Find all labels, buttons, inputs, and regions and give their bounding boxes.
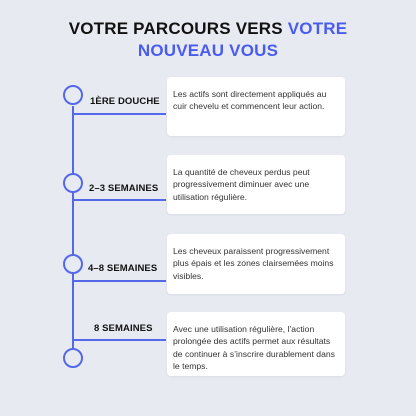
title-dark-text: VOTRE PARCOURS VERS [68, 19, 288, 38]
page-title [0, 18, 416, 62]
stage-label-1: 1ÈRE DOUCHE [90, 96, 160, 107]
stage-label-4: 8 SEMAINES [94, 323, 153, 334]
stage-card-2: La quantité de cheveux perdus peut progressivement diminuer avec une utilisation régulière. [167, 155, 345, 214]
title-line-2: NOUVEAU VOUS [137, 41, 279, 60]
timeline-connector-2 [74, 199, 166, 201]
timeline-connector-1 [74, 113, 166, 115]
stage-label-3: 4–8 SEMAINES [88, 263, 158, 274]
stage-card-1: Les actifs sont directement appliqués au cuir chevelu et commencent leur action. [167, 77, 345, 136]
title-line-1 [0, 18, 416, 40]
timeline-node-1 [63, 85, 83, 105]
timeline-node-3 [63, 254, 83, 274]
timeline-connector-3 [74, 280, 166, 282]
timeline-connector-4 [74, 339, 166, 341]
title-accent-text: VOTRE [287, 19, 348, 38]
stage-label-2: 2–3 SEMAINES [89, 183, 159, 194]
timeline-rail [72, 106, 74, 360]
timeline-node-4 [63, 348, 83, 368]
stage-card-4: Avec une utilisation régulière, l’action prolongée des actifs permet aux résultats de continuer à s’inscrire durablement dans le temps. [167, 312, 345, 376]
stage-card-3: Les cheveux paraissent progressivement plus épais et les zones clairsemées moins visibles. [167, 234, 345, 294]
timeline-node-2 [63, 173, 83, 193]
